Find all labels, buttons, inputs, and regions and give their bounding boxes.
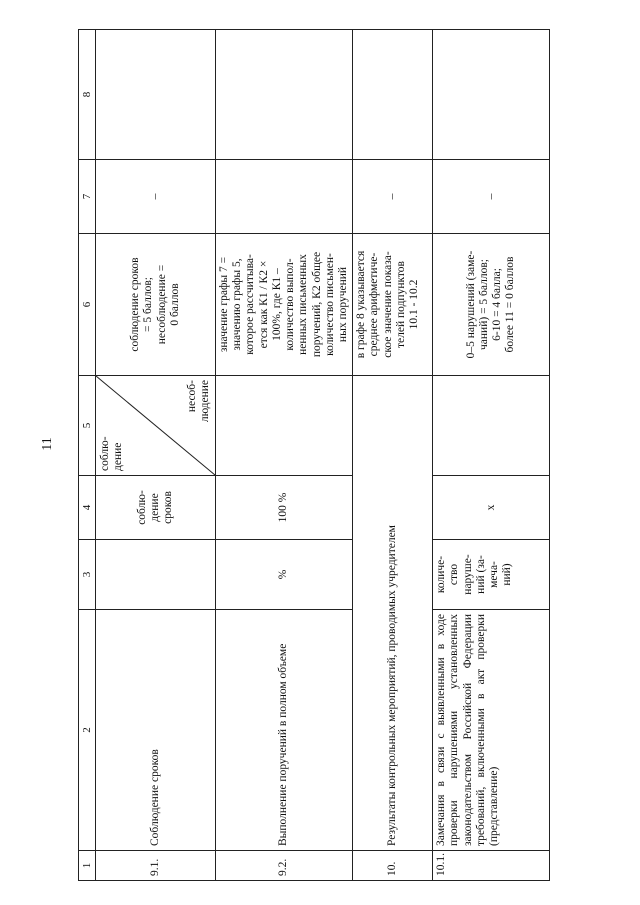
- row-unit: %: [216, 540, 353, 610]
- row-calculation-method: значение графы 7 = значению графы 5, которое рассчитыва- ется как К1 / К2 × 100%, где К1 – количество выпол- ненных письменных поручений, К2 общее количество письмен- ных поручений: [216, 234, 353, 376]
- row-target-value: соблю- дение сроков: [96, 476, 216, 540]
- row-calculation-method: в графе 8 указывается среднее арифметиче- ское значение показа- телей подпунктов 10.1 - 10.2: [353, 234, 433, 376]
- column-number-row: [79, 30, 96, 881]
- row-number: 9.1.: [96, 851, 216, 881]
- row-number: 9.2.: [216, 851, 353, 881]
- row-col5: [216, 376, 353, 476]
- col-header-4: 4: [79, 476, 96, 540]
- row-10-1: [433, 30, 550, 881]
- row-score: [216, 30, 353, 160]
- row-9-1: [96, 30, 216, 881]
- row-col7: [216, 160, 353, 234]
- rotated-table-page: [78, 30, 543, 881]
- row-col7: –: [96, 160, 216, 234]
- row-indicator-name: Замечания в связи с выявленными в ходе проверки нарушениями установленных законодательством Российской Федерации требований, включенными в акт проверки (представление): [433, 610, 550, 851]
- row-unit: [96, 540, 216, 610]
- row-target-value: х: [433, 476, 550, 540]
- row-col5: [433, 376, 550, 476]
- page-number: 11: [40, 437, 55, 451]
- col-header-8: 8: [79, 30, 96, 160]
- col-header-2: 2: [79, 610, 96, 851]
- col-header-1: 1: [79, 851, 96, 881]
- row-calculation-method: 0–5 нарушений (заме- чаний) = 5 баллов; 6-10 = 4 балла; более 11 = 0 баллов: [433, 234, 550, 376]
- diagonal-top-label: соблю- дение: [99, 436, 125, 471]
- row-score: [96, 30, 216, 160]
- row-col7: –: [353, 160, 433, 234]
- col-header-5: 5: [79, 376, 96, 476]
- row-9-2: [216, 30, 353, 881]
- row-10: [353, 30, 433, 881]
- row-number: 10.: [353, 851, 433, 881]
- row-target-value: 100 %: [216, 476, 353, 540]
- row-score: [433, 30, 550, 160]
- criteria-table: [78, 29, 550, 881]
- row-unit: количе- ство наруше- ний (за- меча- ний): [433, 540, 550, 610]
- row-score: [353, 30, 433, 160]
- row-diagonal-cell: [96, 376, 216, 476]
- row-number: 10.1.: [433, 851, 550, 881]
- row-indicator-name: Соблюдение сроков: [96, 610, 216, 851]
- row-indicator-name: Выполнение поручений в полном объеме: [216, 610, 353, 851]
- col-header-3: 3: [79, 540, 96, 610]
- col-header-6: 6: [79, 234, 96, 376]
- row-indicator-name: Результаты контрольных мероприятий, проводимых учредителем: [353, 376, 433, 851]
- row-col7: –: [433, 160, 550, 234]
- diagonal-bottom-label: несоб- людение: [185, 380, 211, 423]
- row-calculation-method: соблюдение сроков = 5 баллов; несоблюдение = 0 баллов: [96, 234, 216, 376]
- col-header-7: 7: [79, 160, 96, 234]
